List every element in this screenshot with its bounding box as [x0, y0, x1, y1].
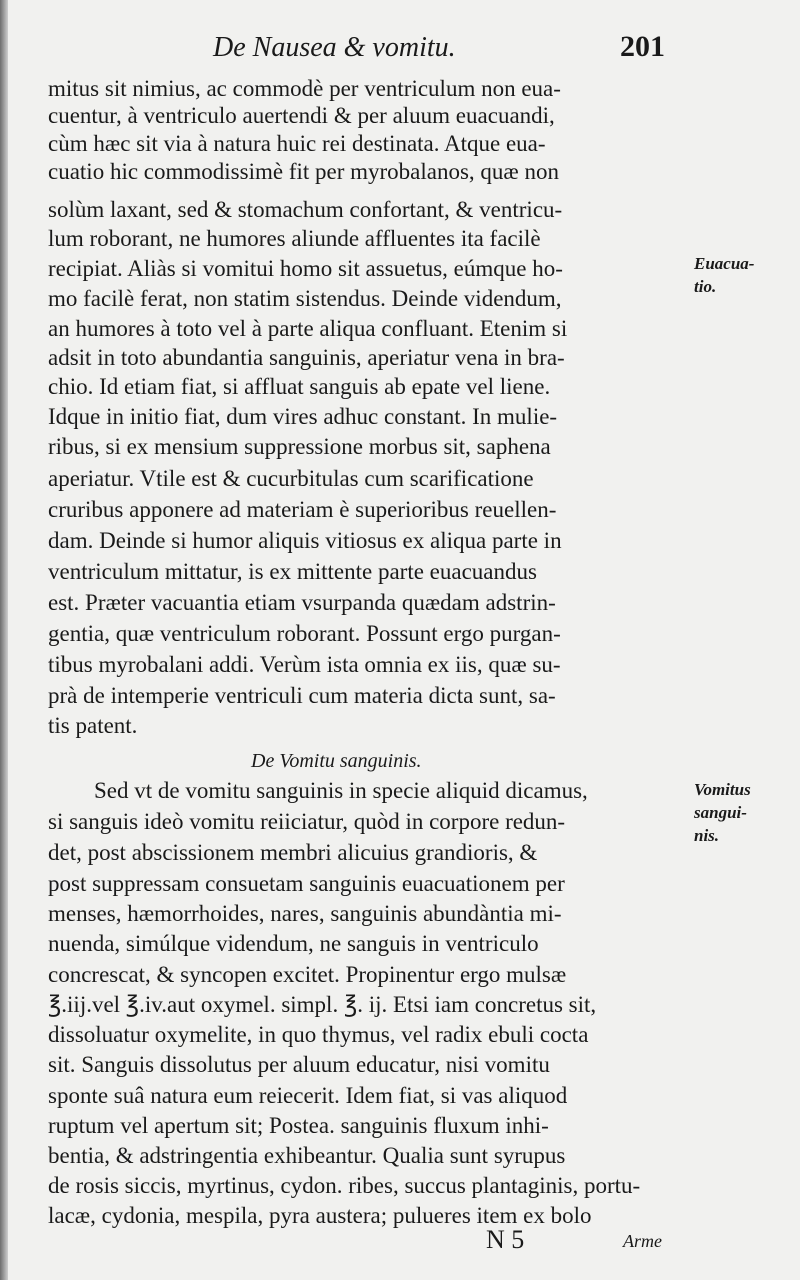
text-line: sponte suâ natura eum reiecerit. Idem fiat, si vas aliquod: [48, 1083, 568, 1108]
text-line: bentia, & adstringentia exhibeantur. Qualia sunt syrupus: [48, 1143, 566, 1168]
margin-note-vomitus: Vomitus sangui- nis.: [694, 780, 751, 845]
text-line: est. Præter vacuantia etiam vsurpanda quædam adstrin-: [48, 590, 556, 615]
running-header: [8, 30, 800, 70]
text-line: ruptum vel apertum sit; Postea. sanguinis fluxum inhi-: [48, 1113, 549, 1138]
text-line: recipiat. Aliàs si vomitui homo sit assuetus, eúmque ho-: [48, 256, 563, 281]
text-line: tibus myrobalani addi. Verùm ista omnia ex iis, quæ su-: [48, 652, 561, 677]
text-line: gentia, quæ ventriculum roborant. Possunt ergo purgan-: [48, 621, 561, 646]
text-line: prà de intemperie ventriculi cum materia dicta sunt, sa-: [48, 683, 556, 708]
text-line: ribus, si ex mensium suppressione morbus sit, saphena: [48, 434, 551, 459]
text-line: ℥.iij.vel ℥.iv.aut oxymel. simpl. ℥. ij. Etsi iam concretus sit,: [48, 992, 597, 1017]
section-heading: De Vomitu sanguinis.: [251, 750, 422, 772]
text-line: ventriculum mittatur, is ex mittente parte euacuandus: [48, 559, 537, 584]
text-line: tis patent.: [48, 713, 138, 738]
running-title: De Nausea & vomitu.: [213, 32, 456, 63]
page-number: 201: [620, 30, 665, 63]
text-line: cùm hæc sit via à natura huic rei destinata. Atque eua-: [48, 131, 546, 156]
text-line: cruribus apponere ad materiam è superioribus reuellen-: [48, 497, 557, 522]
text-line: lacæ, cydonia, mespila, pyra austera; pulueres item ex bolo: [48, 1203, 592, 1228]
text-line: sit. Sanguis dissolutus per aluum educatur, nisi vomitu: [48, 1052, 550, 1077]
text-line: de rosis siccis, myrtinus, cydon. ribes, succus plantaginis, portu-: [48, 1173, 641, 1198]
text-line: Sed vt de vomitu sanguinis in specie aliquid dicamus,: [94, 778, 588, 803]
text-line: dissoluatur oxymelite, in quo thymus, vel radix ebuli cocta: [48, 1022, 589, 1047]
text-line: dam. Deinde si humor aliquis vitiosus ex aliqua parte in: [48, 528, 562, 553]
text-line: Idque in initio fiat, dum vires adhuc constant. In mulie-: [48, 404, 558, 429]
text-line: nuenda, simúlque videndum, ne sanguis in ventriculo: [48, 931, 539, 956]
text-line: solùm laxant, sed & stomachum confortant, & ventricu-: [48, 197, 563, 222]
text-line: adsit in toto abundantia sanguinis, aperiatur vena in bra-: [48, 345, 565, 370]
text-line: aperiatur. Vtile est & cucurbitulas cum scarificatione: [48, 466, 534, 491]
margin-note-euacuatio: Euacua- tio.: [694, 254, 755, 296]
text-line: si sanguis ideò vomitu reiiciatur, quòd in corpore redun-: [48, 809, 566, 834]
text-line: lum roborant, ne humores aliunde affluentes ita facilè: [48, 226, 541, 251]
text-line: det, post abscissionem membri alicuius grandioris, &: [48, 840, 538, 865]
text-line: post suppressam consuetam sanguinis euacuationem per: [48, 871, 565, 896]
signature-mark: N 5: [486, 1225, 525, 1254]
page-footer: [8, 1225, 800, 1265]
text-line: concrescat, & syncopen excitet. Propinentur ergo mulsæ: [48, 962, 567, 987]
text-line: menses, hæmorrhoides, nares, sanguinis abundàntia mi-: [48, 901, 562, 926]
text-line: cuatio hic commodissimè fit per myrobalanos, quæ non: [48, 159, 560, 184]
page-edge-shadow: [0, 0, 8, 1280]
book-page: [8, 0, 800, 1280]
text-line: mitus sit nimius, ac commodè per ventriculum non eua-: [48, 76, 561, 101]
text-line: cuentur, à ventriculo auertendi & per aluum euacuandi,: [48, 103, 555, 128]
catchword: Arme: [623, 1231, 662, 1251]
text-line: chio. Id etiam fiat, si affluat sanguis ab epate vel liene.: [48, 374, 551, 399]
text-line: an humores à toto vel à parte aliqua confluant. Etenim si: [48, 316, 568, 341]
text-line: mo facilè ferat, non statim sistendus. Deinde videndum,: [48, 286, 562, 311]
